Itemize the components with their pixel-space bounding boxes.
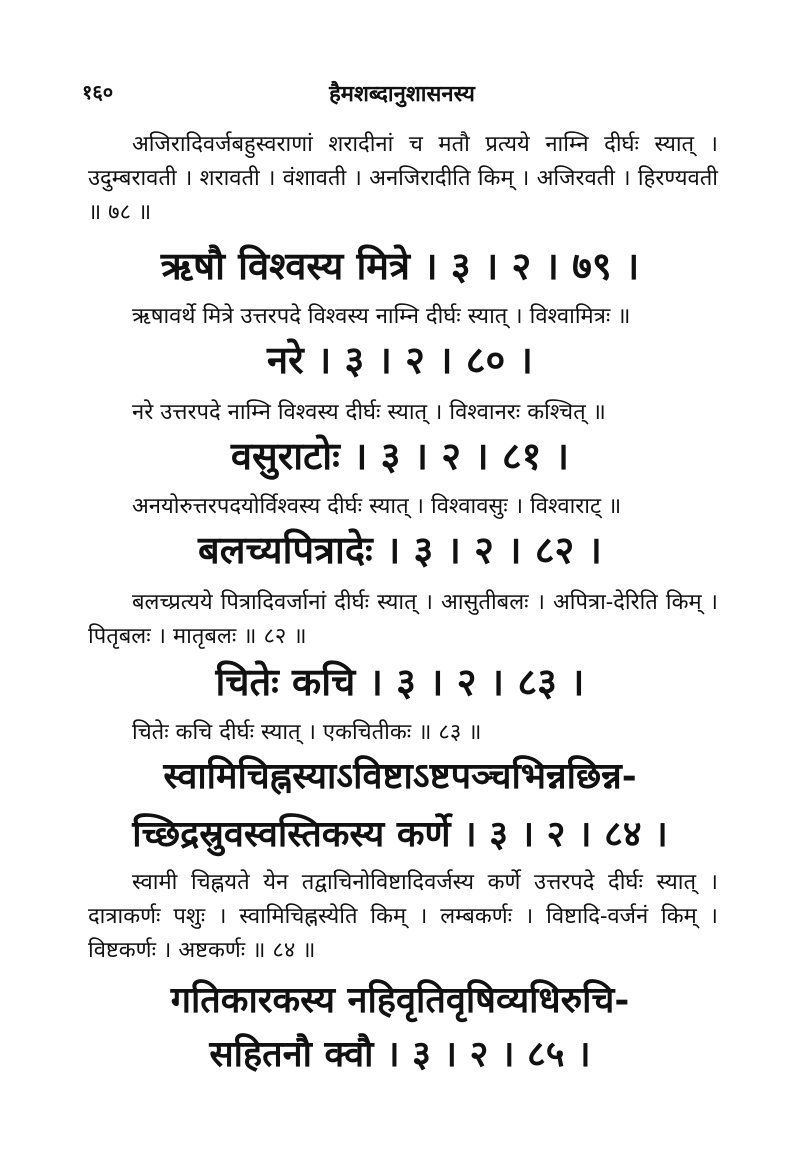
commentary-text: अनयोरुत्तरपदयोर्विश्वस्य दीर्घः स्यात् । विश्वावसुः । विश्वाराट् ॥ [132,494,622,519]
sutra-heading: गतिकारकस्य नहिवृतिवृषिव्यधिरुचि- [170,979,630,1021]
commentary-paragraph [88,300,718,334]
sutra-heading: सहितनौ क्वौ । ३ । २ । ८५ । [209,1033,591,1075]
commentary-paragraph [88,490,718,524]
sutra-heading: चितेः कचि । ३ । २ । ८३ । [215,659,585,704]
commentary-paragraph [88,586,718,654]
sutra-heading: नरे । ३ । २ । ८० । [267,337,533,382]
commentary-text: स्वामी चिह्नयते येन तद्वाचिनोविष्टादिवर्जस्य कर्णे उत्तरपदे दीर्घः स्यात् । दात्राकर्णः पशुः । स्वामिचिह्नस्येति किम् । लम्बकर्णः । विष्टादि-वर्जनं किम् । विष्टकर्णः । अष्टकर्णः ॥ ८४ ॥ [88,870,718,963]
sutra-heading: स्वामिचिह्नस्याऽविष्टाऽष्टपञ्चभिन्नछिन्न- [163,755,637,797]
running-title: हैमशब्दानुशासनस्य [329,81,475,107]
sutra-heading: वसुराटोः । ३ । २ । ८१ । [230,433,570,478]
commentary-paragraph [88,716,718,750]
sutra-heading: ऋषौ विश्वस्य मित्रे । ३ । २ । ७९ । [160,243,640,288]
commentary-paragraph [88,128,718,230]
commentary-text: बलच्प्रत्यये पित्रादिवर्जानां दीर्घः स्यात् । आसुतीबलः । अपित्रा-देरिति किम् । पितृबलः । मातृबलः ॥ ८२ ॥ [88,590,718,649]
commentary-paragraph [88,866,718,968]
sutra-heading: च्छिद्रस्रुवस्वस्तिकस्य कर्णे । ३ । २ । ८४ । [132,813,668,855]
commentary-text: अजिरादिवर्जबहुस्वराणां शरादीनां च मतौ प्रत्यये नाम्नि दीर्घः स्यात् । उदुम्बरावती । शरावती । वंशावती । अनजिरादीति किम् । अजिरवती । हिरण्यवती ॥ ७८ ॥ [88,132,718,225]
commentary-text: चितेः कचि दीर्घः स्यात् । एकचितीकः ॥ ८३ ॥ [132,720,482,745]
commentary-paragraph [88,396,718,430]
page-header [82,78,722,108]
commentary-text: ऋषावर्थे मित्रे उत्तरपदे विश्वस्य नाम्नि दीर्घः स्यात् । विश्वामित्रः ॥ [132,304,631,329]
commentary-text: नरे उत्तरपदे नाम्नि विश्वस्य दीर्घः स्यात् । विश्वानरः कश्चित् ॥ [132,400,606,425]
page-number: १६० [82,80,114,104]
sutra-heading: बलच्यपित्रादेः । ३ । २ । ८२ । [198,527,602,572]
